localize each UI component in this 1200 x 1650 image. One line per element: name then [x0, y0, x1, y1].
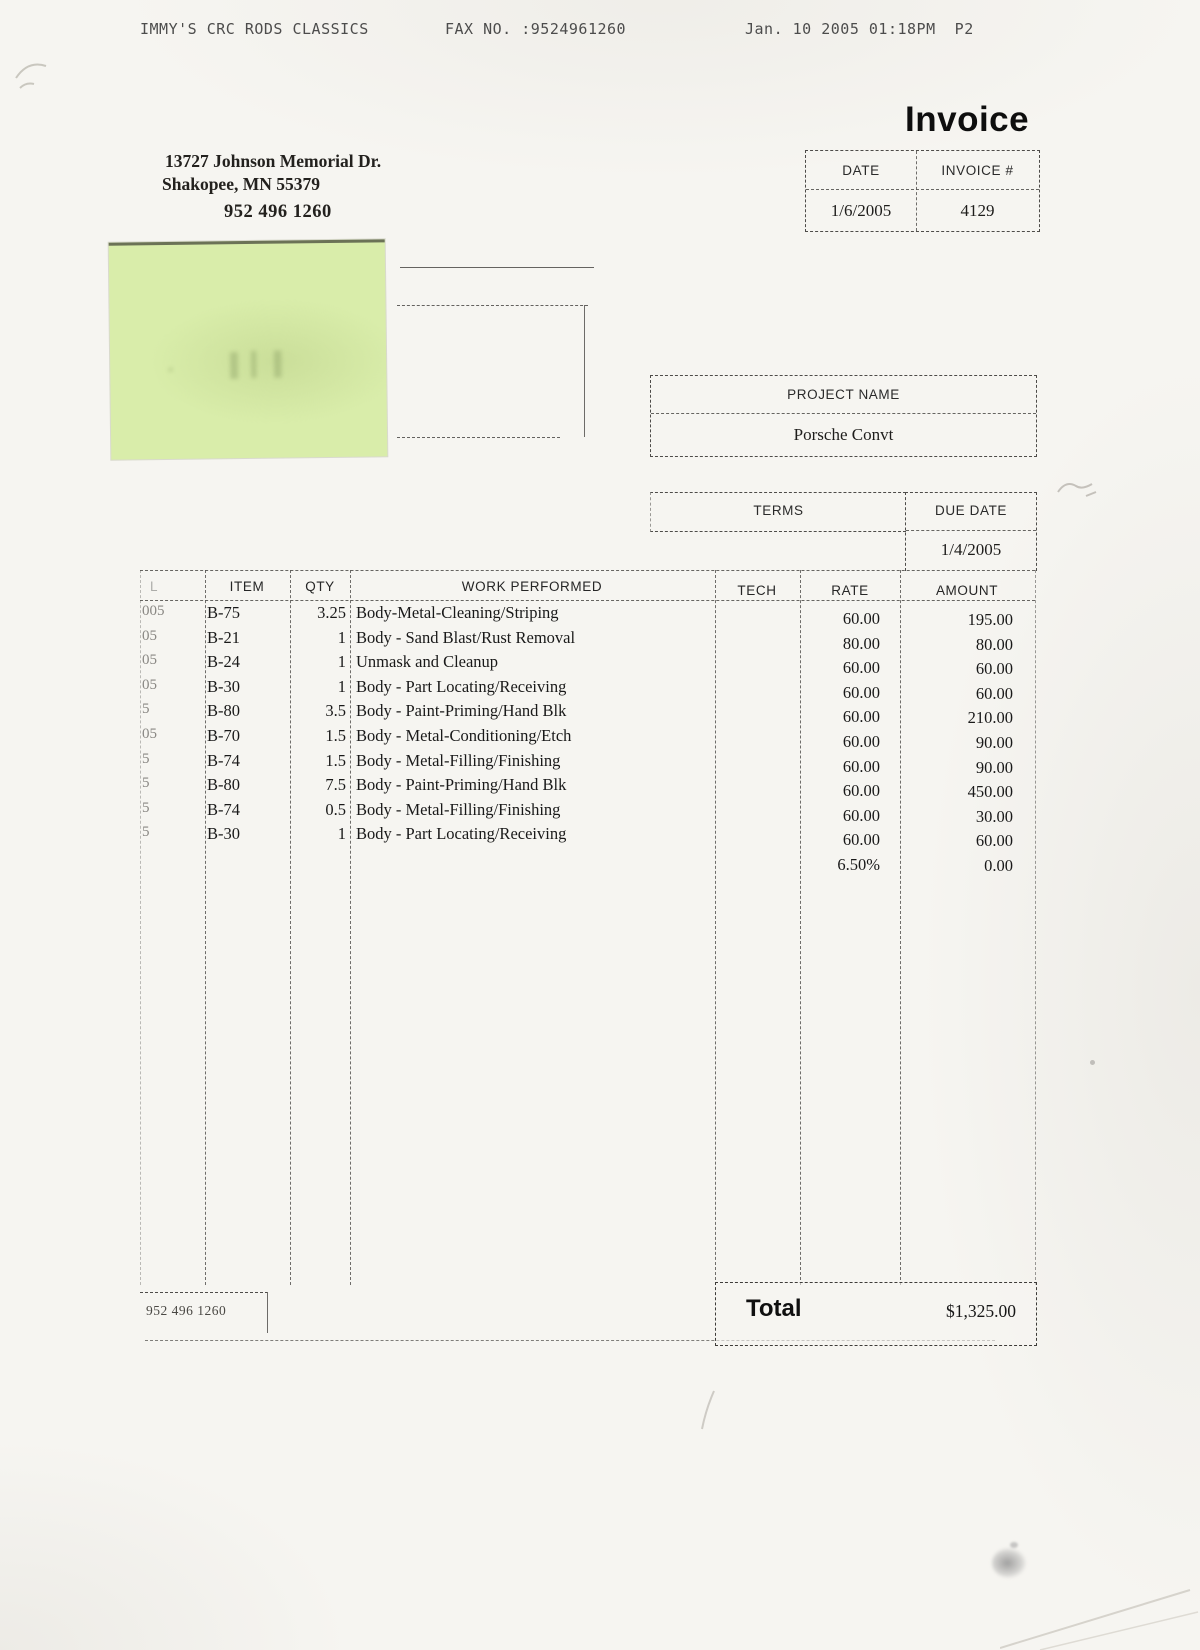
cell-rate: 60.00	[842, 707, 880, 727]
cell-work: Body - Sand Blast/Rust Removal	[356, 627, 576, 647]
cell-qty: 1	[337, 627, 346, 647]
table-row	[140, 628, 1035, 653]
cell-amount: 60.00	[975, 683, 1013, 703]
cell-rate: 60.00	[842, 830, 880, 850]
fax-timestamp: Jan. 10 2005 01:18PM P2	[745, 20, 974, 38]
cell-amount: 60.00	[975, 831, 1013, 851]
table-row	[140, 849, 1035, 874]
pencil-mark-due-date	[1052, 470, 1112, 510]
meta-box-rule	[806, 189, 1039, 190]
cell-date: 5	[142, 799, 150, 816]
total-amount: $1,325.00	[946, 1301, 1016, 1321]
cell-amount: 60.00	[975, 659, 1013, 679]
total-label: Total	[746, 1295, 802, 1322]
hidden-box-line-bottom	[397, 437, 560, 438]
cell-rate: 80.00	[842, 633, 880, 653]
cell-amount: 30.00	[975, 806, 1013, 826]
cell-item: B-80	[207, 775, 240, 795]
cell-qty: 1.5	[325, 725, 346, 745]
table-row	[140, 775, 1035, 800]
ink-smudge-bottom-right	[992, 1548, 1026, 1578]
sticky-note-ghost-writing: ▌▎▍	[230, 351, 298, 378]
cell-work: Body - Metal-Conditioning/Etch	[356, 725, 572, 745]
footer-phone: 952 496 1260	[146, 1303, 227, 1318]
due-date-label: DUE DATE	[934, 503, 1008, 518]
cell-work: Body - Paint-Priming/Hand Blk	[356, 701, 567, 721]
cell-date: 5	[142, 775, 150, 792]
due-date-rule	[906, 530, 1036, 531]
cell-date: 005	[142, 603, 165, 619]
cell-qty: 1.5	[325, 750, 346, 770]
invoice-meta-box	[805, 150, 1040, 232]
table-row	[140, 677, 1035, 702]
invoice-number-label: INVOICE #	[941, 163, 1014, 178]
footer-phone-box	[140, 1292, 268, 1333]
table-row	[140, 603, 1035, 628]
sticky-note-ghost-mark: ▪	[168, 362, 176, 378]
cell-work: Unmask and Cleanup	[356, 652, 499, 672]
sticky-note	[109, 239, 388, 459]
col-header-qty: QTY	[305, 579, 335, 594]
table-border-right	[1035, 570, 1036, 1285]
cell-work: Body - Metal-Filling/Finishing	[356, 799, 561, 819]
cell-amount: 210.00	[967, 708, 1013, 728]
invoice-number-value: 4129	[960, 201, 995, 220]
due-date-value: 1/4/2005	[940, 540, 1002, 559]
col-header-amount: AMOUNT	[935, 583, 999, 598]
speck-right-margin	[1090, 1060, 1095, 1065]
cell-rate: 60.00	[842, 682, 880, 702]
cell-rate: 6.50%	[837, 854, 880, 874]
col-header-date-fragment: L	[149, 579, 159, 594]
cell-amount: 0.00	[984, 855, 1013, 875]
table-row	[140, 751, 1035, 776]
ink-speck-bottom-right	[1010, 1542, 1018, 1548]
cell-item: B-30	[207, 676, 240, 696]
table-row	[140, 726, 1035, 751]
col-header-tech: TECH	[737, 583, 777, 598]
cell-date: 5	[142, 824, 150, 841]
cell-qty: 7.5	[325, 775, 346, 795]
cell-amount: 450.00	[967, 782, 1013, 802]
cell-work: Body-Metal-Cleaning/Striping	[356, 603, 559, 622]
fax-sender: IMMY'S CRC RODS CLASSICS	[140, 20, 369, 38]
cell-date: 05	[142, 652, 157, 669]
project-name-label: PROJECT NAME	[787, 387, 900, 402]
cell-rate: 60.00	[842, 658, 880, 678]
line-items-table	[140, 570, 1035, 1285]
table-row	[140, 824, 1035, 849]
cell-item: B-30	[207, 824, 240, 844]
cell-qty: 1	[337, 676, 346, 696]
project-name-box	[650, 375, 1037, 457]
date-value: 1/6/2005	[830, 201, 892, 220]
cell-qty: 1	[337, 824, 346, 844]
col-header-rate: RATE	[831, 583, 869, 598]
page-title: Invoice	[905, 100, 1030, 139]
company-address-line2: Shakopee, MN 55379	[162, 174, 320, 194]
cell-amount: 90.00	[975, 732, 1013, 752]
cell-item: B-80	[207, 701, 240, 721]
cell-rate: 60.00	[842, 756, 880, 776]
col-header-item: ITEM	[229, 579, 265, 594]
total-box	[715, 1282, 1037, 1346]
col-header-work-performed: WORK PERFORMED	[461, 579, 603, 594]
fold-lines-corner	[1000, 1560, 1200, 1650]
cell-amount: 90.00	[975, 757, 1013, 777]
cell-date: 05	[142, 676, 157, 693]
cell-amount: 80.00	[975, 634, 1013, 654]
scratch-mark-bottom	[690, 1385, 730, 1435]
cell-amount: 195.00	[967, 610, 1013, 629]
cell-qty: 0.5	[325, 799, 346, 819]
cell-item: B-24	[207, 652, 240, 672]
cell-item: B-74	[207, 750, 240, 770]
terms-header-box	[650, 492, 906, 532]
due-date-box	[905, 492, 1037, 571]
cell-date: 5	[142, 701, 150, 718]
hidden-box-line-top	[400, 267, 594, 268]
cell-item: B-74	[207, 799, 240, 819]
cell-rate: 60.00	[842, 609, 880, 628]
terms-label: TERMS	[753, 503, 804, 518]
hidden-box-line-right	[584, 305, 585, 437]
company-phone: 952 496 1260	[224, 202, 332, 222]
cell-rate: 60.00	[842, 805, 880, 825]
cell-qty: 3.5	[325, 701, 346, 721]
cell-work: Body - Metal-Filling/Finishing	[356, 750, 561, 770]
cell-date: 05	[142, 725, 157, 742]
cell-date: 05	[142, 627, 157, 644]
table-row	[140, 800, 1035, 825]
project-name-value: Porsche Convt	[793, 425, 894, 444]
company-address-line1: 13727 Johnson Memorial Dr.	[165, 151, 382, 171]
cell-qty: 1	[337, 652, 346, 672]
cell-item: B-75	[207, 603, 240, 622]
cell-work: Body - Paint-Priming/Hand Blk	[356, 775, 567, 795]
hidden-box-line-upper	[397, 305, 588, 306]
cell-rate: 60.00	[842, 781, 880, 801]
date-label: DATE	[842, 163, 880, 178]
table-rows	[140, 603, 1035, 874]
table-row	[140, 701, 1035, 726]
cell-qty: 3.25	[317, 603, 346, 622]
pencil-mark-top-left	[8, 48, 78, 108]
cell-work: Body - Part Locating/Receiving	[356, 824, 567, 844]
fax-number: FAX NO. :9524961260	[445, 20, 627, 38]
project-box-rule	[651, 413, 1036, 414]
table-row	[140, 652, 1035, 677]
cell-item: B-21	[207, 627, 240, 647]
cell-work: Body - Part Locating/Receiving	[356, 676, 567, 696]
cell-item: B-70	[207, 725, 240, 745]
cell-date: 5	[142, 750, 150, 767]
cell-rate: 60.00	[842, 731, 880, 751]
